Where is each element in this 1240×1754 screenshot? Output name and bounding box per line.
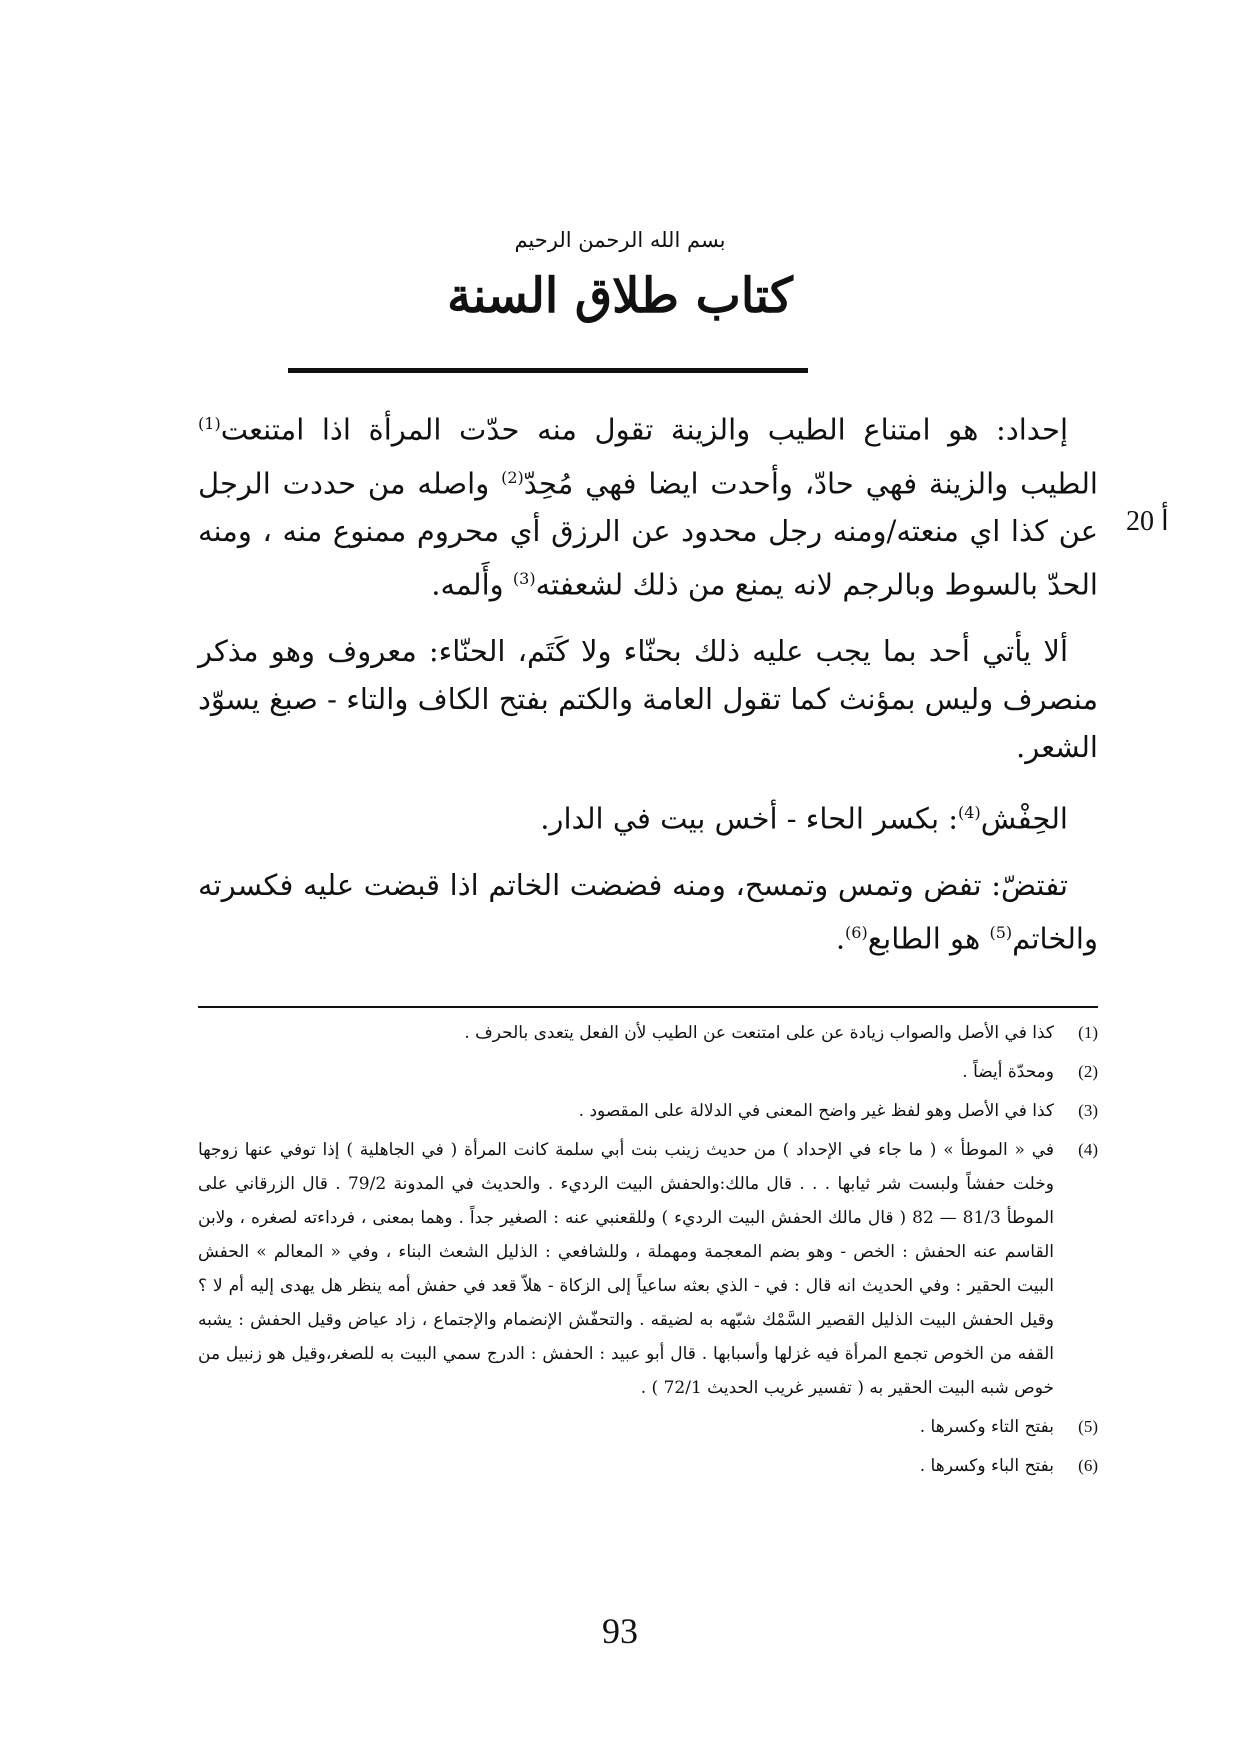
footnote-ref: (3) (512, 569, 536, 589)
paragraph-text: وأَلمه. (431, 567, 513, 602)
paragraph-text: واصله من حددت الرجل عن كذا اي منعته/ومنه رجل محدود عن الرزق أي محروم ممنوع منه ، ومنه الحدّ بالسوط وبالرجم لانه يمنع من ذلك لشعفته (198, 466, 1098, 602)
footnote-number: (4) (1078, 1140, 1098, 1159)
footnote-ref: (1) (198, 414, 221, 433)
page-number: 93 (602, 1611, 638, 1651)
paragraph-text: . (835, 921, 846, 956)
footnotes (198, 1016, 1098, 1488)
footnote-number: (1) (1078, 1023, 1098, 1042)
footnote-number: (2) (1078, 1062, 1098, 1081)
footnote-text: في « الموطأ » ( ما جاء في الإحداد ) من حديث زينب بنت أبي سلمة كانت المرأة ( في الجاهلية ) إذا توفي عنها زوجها وخلت حفشاً ولبست شر ثيابها . . . قال مالك:والحفش البيت الرديء . والحديث في المدونة 79/2 . قال الزرقاني على الموطأ 81/3 — 82 ( قال مالك الحفش البيت الرديء ) وللقعنبي عنه : الصغير جداً . وهما بمعنى ، فرداءته لصغره ، ولابن القاسم عنه الحفش : الخص - وهو بضم المعجمة ومهملة ، وللشافعي : الذليل الشعث البناء ، وفي « المعالم » الحفش البيت الحقير : وفي الحديث انه قال : في - الذي بعثه ساعياً إلى الزكاة - هلاّ قعد في حفش أمه ينظر هل يهدى إليه أم لا ؟ وقيل الحفش البيت الذليل القصير السَّمْك شبّهه به لضيقه . والتحفّش الإنضمام والإجتماع ، زاد عياض وقيل الحفش : يشبه القفه من الخوص تجمع المرأة فيه غزلها وأسبابها . قال أبو عبيد : الحفش : الدرج سمي البيت به للصغر،وقيل هو زنبيل من خوص شبه البيت الحقير به ( تفسير غريب الحديث 72/1 ) . (198, 1140, 1054, 1398)
paragraph-text: تفتضّ: تفض وتمس وتمسح، ومنه فضضت الخاتم اذا قبضت عليه فكسرته والخاتم (198, 867, 1098, 956)
footnote-divider (198, 1006, 1098, 1008)
footnote-ref: (5) (989, 922, 1013, 942)
footnote (198, 1016, 1098, 1050)
title-divider (288, 368, 808, 373)
footnote-text: كذا في الأصل وهو لفظ غير واضح المعنى في الدلالة على المقصود . (578, 1101, 1054, 1121)
basmala-heading: بسم الله الرحمن الرحيم (514, 228, 726, 252)
manuscript-folio-marker: 20 أ (1126, 506, 1169, 537)
footnote (198, 1094, 1098, 1128)
footnote-text: بفتح الباء وكسرها . (919, 1456, 1054, 1476)
footnote (198, 1133, 1098, 1405)
footnote-ref: (6) (845, 922, 868, 942)
paragraph-hifsh (198, 789, 1098, 843)
paragraph-ihdad (198, 400, 1098, 609)
footnote-text: كذا في الأصل والصواب زيادة عن على امتنعت عن الطيب لأن الفعل يتعدى بالحرف . (464, 1023, 1054, 1043)
footnote (198, 1055, 1098, 1089)
footnote-ref: (2) (501, 467, 524, 487)
paragraph-text: هو الطابع (867, 921, 990, 956)
footnote-number: (5) (1078, 1417, 1098, 1436)
chapter-title: كتاب طلاق السنة (447, 268, 793, 324)
main-text (198, 400, 1098, 980)
footnote-ref: (4) (958, 802, 981, 822)
paragraph-text: الحِفْش (980, 801, 1068, 836)
footnote-text: بفتح التاء وكسرها . (919, 1417, 1054, 1437)
footnote-number: (3) (1078, 1101, 1098, 1120)
footnote-text: ومحدّة أيضاً . (962, 1062, 1054, 1082)
footnote (198, 1449, 1098, 1483)
footnote (198, 1410, 1098, 1444)
paragraph-text: الطيب والزينة فهي حادّ، وأحدت ايضا فهي مُحِدّ (523, 466, 1098, 501)
footnote-number: (6) (1078, 1456, 1098, 1475)
paragraph-text: إحداد: هو امتناع الطيب والزينة تقول منه حدّت المرأة اذا امتنعت (220, 412, 1068, 447)
paragraph-text: : بكسر الحاء - أخس بيت في الدار. (540, 801, 959, 836)
paragraph-taftadd (198, 861, 1098, 963)
paragraph-henna: ألا يأتي أحد بما يجب عليه ذلك بحنّاء ولا كَتَم، الحنّاء: معروف وهو مذكر منصرف وليس بمؤنث كما تقول العامة والكتم بفتح الكاف والتاء - صبغ يسوّد الشعر. (198, 633, 1098, 764)
